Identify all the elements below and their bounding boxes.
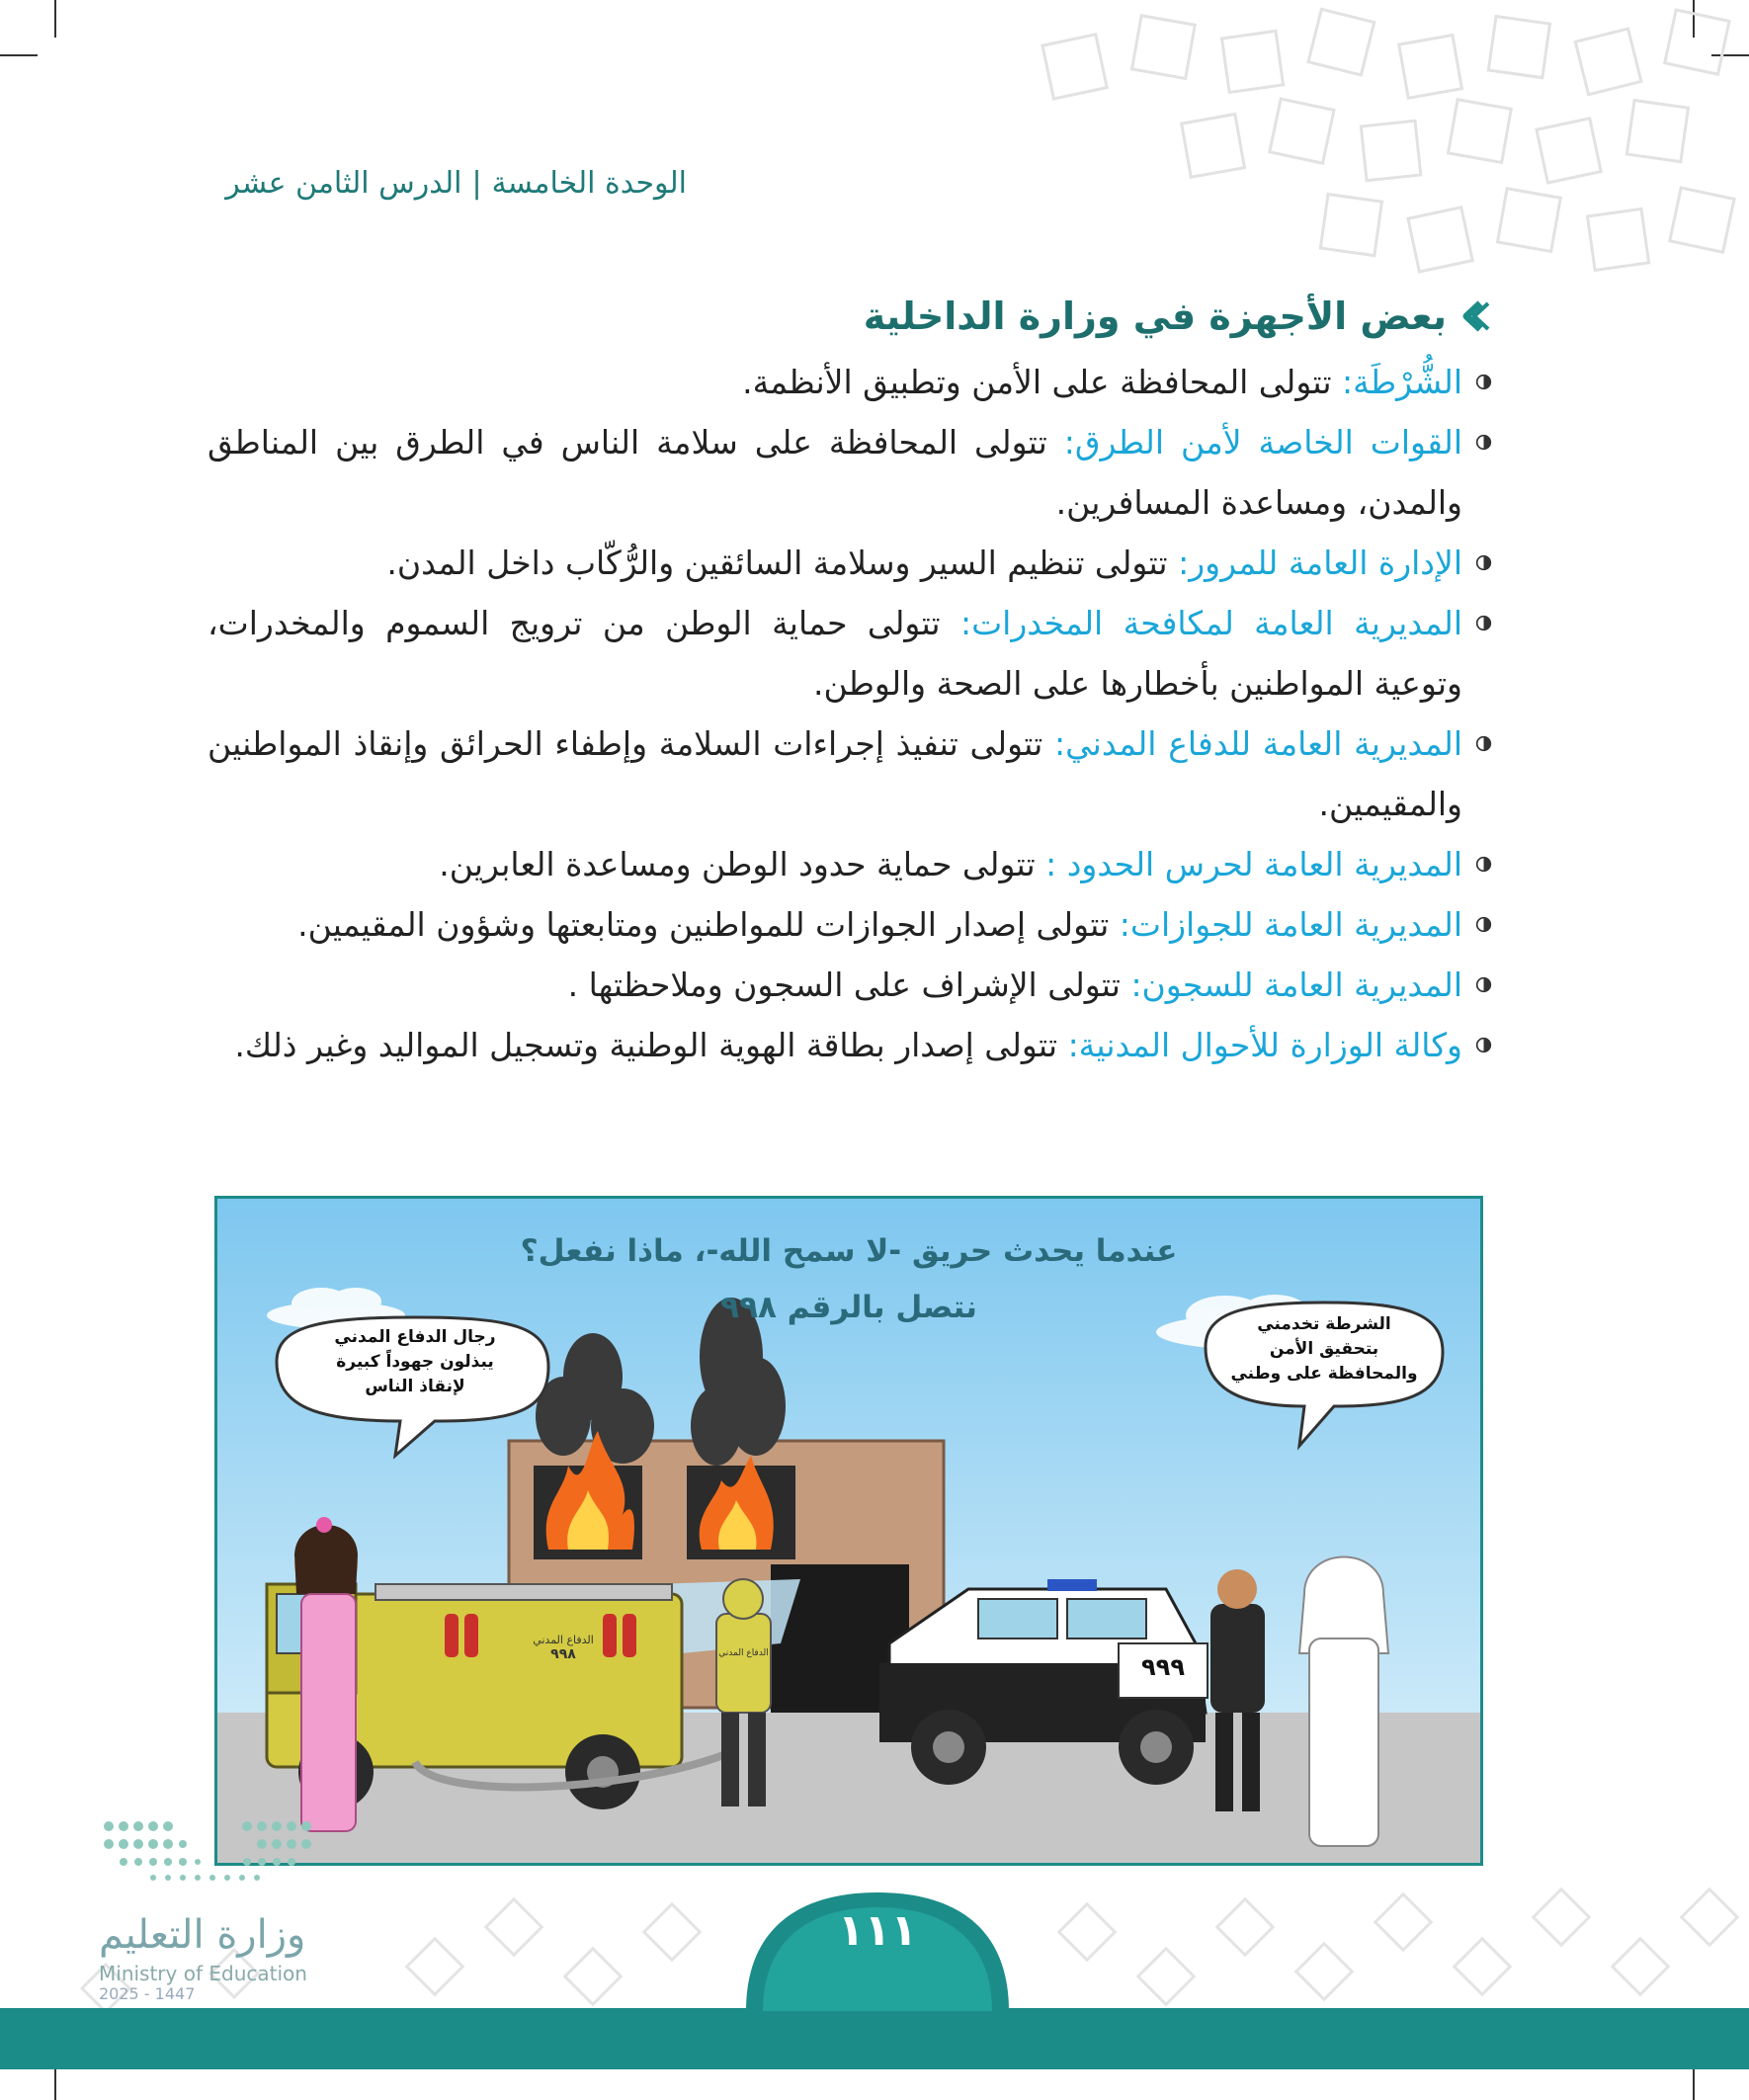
bullet-icon bbox=[1475, 1037, 1492, 1053]
bullet-icon bbox=[1475, 735, 1492, 752]
truck-label-text: الدفاع المدني bbox=[533, 1634, 594, 1646]
bullet-icon bbox=[1475, 976, 1492, 993]
bubble-line: يبذلون جهوداً كبيرة bbox=[336, 1352, 494, 1372]
item-text: تتولى تنظيم السير وسلامة السائقين والرُّكّاب داخل المدن. bbox=[386, 544, 1179, 582]
bubble-line: الشرطة تخدمني bbox=[1257, 1314, 1391, 1334]
footer-band bbox=[0, 2008, 1749, 2069]
truck-number: ٩٩٨ bbox=[550, 1646, 576, 1662]
item-term: المديرية العامة لمكافحة المخدرات: bbox=[960, 604, 1462, 642]
page-header bbox=[198, 166, 687, 201]
bullet-icon bbox=[1475, 916, 1492, 933]
bullet-icon bbox=[1475, 374, 1492, 390]
bubble-line: بتحقيق الأمن bbox=[1269, 1339, 1379, 1359]
item-text: تتولى تنفيذ إجراءات السلامة وإطفاء الحرائق وإنقاذ المواطنين والمقيمين. bbox=[208, 724, 1462, 823]
header-separator: | bbox=[471, 166, 482, 201]
list-item bbox=[208, 412, 1492, 533]
speech-bubble-left bbox=[296, 1325, 534, 1399]
list-item bbox=[208, 1015, 1492, 1075]
item-text: تتولى إصدار بطاقة الهوية الوطنية وتسجيل المواليد وغير ذلك. bbox=[234, 1026, 1068, 1064]
lesson-label: الدرس الثامن عشر bbox=[225, 166, 462, 201]
bullet-icon bbox=[1475, 554, 1492, 571]
bullet-icon bbox=[1475, 856, 1492, 873]
ministry-logo-icon bbox=[99, 1816, 316, 1905]
truck-label bbox=[529, 1634, 598, 1662]
decorative-pattern bbox=[1028, 0, 1749, 287]
illustration-answer: نتصل بالرقم ٩٩٨ bbox=[720, 1290, 977, 1325]
list-item bbox=[208, 955, 1492, 1015]
bubble-line: رجال الدفاع المدني bbox=[334, 1327, 496, 1347]
unit-label: الوحدة الخامسة bbox=[491, 166, 687, 201]
illustration-panel bbox=[214, 1196, 1483, 1866]
item-term: المديرية العامة للدفاع المدني: bbox=[1054, 724, 1462, 763]
ministry-name-arabic: وزارة التعليم bbox=[99, 1912, 306, 1958]
item-text: تتولى إصدار الجوازات للمواطنين ومتابعتها وشؤون المقيمين. bbox=[297, 905, 1120, 944]
item-text: تتولى المحافظة على سلامة الناس في الطرق بين المناطق والمدن، ومساعدة المسافرين. bbox=[208, 423, 1462, 522]
list-item bbox=[208, 834, 1492, 894]
ministry-name-english: Ministry of Education bbox=[99, 1962, 307, 1985]
item-text: تتولى المحافظة على الأمن وتطبيق الأنظمة. bbox=[742, 363, 1343, 401]
chevron-left-icon bbox=[1458, 299, 1492, 333]
bubble-line: لإنقاذ الناس bbox=[365, 1377, 465, 1396]
list-item bbox=[208, 894, 1492, 955]
content-section bbox=[208, 294, 1492, 1075]
page-number: ١١١ bbox=[837, 1905, 918, 1956]
speech-bubble-right bbox=[1215, 1312, 1433, 1386]
ministry-year: 2025 - 1447 bbox=[99, 1984, 196, 2003]
item-text: تتولى الإشراف على السجون وملاحظتها . bbox=[567, 966, 1131, 1004]
bubble-line: والمحافظة على وطني bbox=[1230, 1364, 1418, 1384]
firefighter-label: الدفاع المدني bbox=[718, 1648, 769, 1658]
item-text: تتولى حماية حدود الوطن ومساعدة العابرين. bbox=[439, 845, 1046, 883]
item-term: القوات الخاصة لأمن الطرق: bbox=[1063, 423, 1463, 462]
police-car-number: ٩٩٩ bbox=[1141, 1653, 1185, 1681]
list-item bbox=[208, 533, 1492, 593]
bullet-icon bbox=[1475, 434, 1492, 451]
list-item bbox=[208, 352, 1492, 412]
item-text: تتولى حماية الوطن من ترويج السموم والمخدرات، وتوعية المواطنين بأخطارها على الصحة والوطن. bbox=[208, 604, 1462, 703]
item-term: المديرية العامة للسجون: bbox=[1130, 966, 1462, 1004]
list-item bbox=[208, 593, 1492, 714]
bullet-icon bbox=[1475, 615, 1492, 631]
crop-mark bbox=[54, 0, 56, 38]
section-title bbox=[208, 294, 1492, 338]
crop-mark bbox=[0, 54, 38, 56]
section-title-text: بعض الأجهزة في وزارة الداخلية bbox=[863, 294, 1447, 338]
illustration-question: عندما يحدث حريق -لا سمح الله-، ماذا نفعل؟ bbox=[520, 1233, 1178, 1269]
item-term: المديرية العامة للجوازات: bbox=[1119, 905, 1462, 944]
item-term: الشُّرْطَة: bbox=[1342, 363, 1462, 401]
item-term: وكالة الوزارة للأحوال المدنية: bbox=[1067, 1026, 1462, 1064]
item-term: الإدارة العامة للمرور: bbox=[1178, 544, 1462, 582]
item-term: المديرية العامة لحرس الحدود : bbox=[1045, 845, 1462, 883]
list-item bbox=[208, 714, 1492, 834]
